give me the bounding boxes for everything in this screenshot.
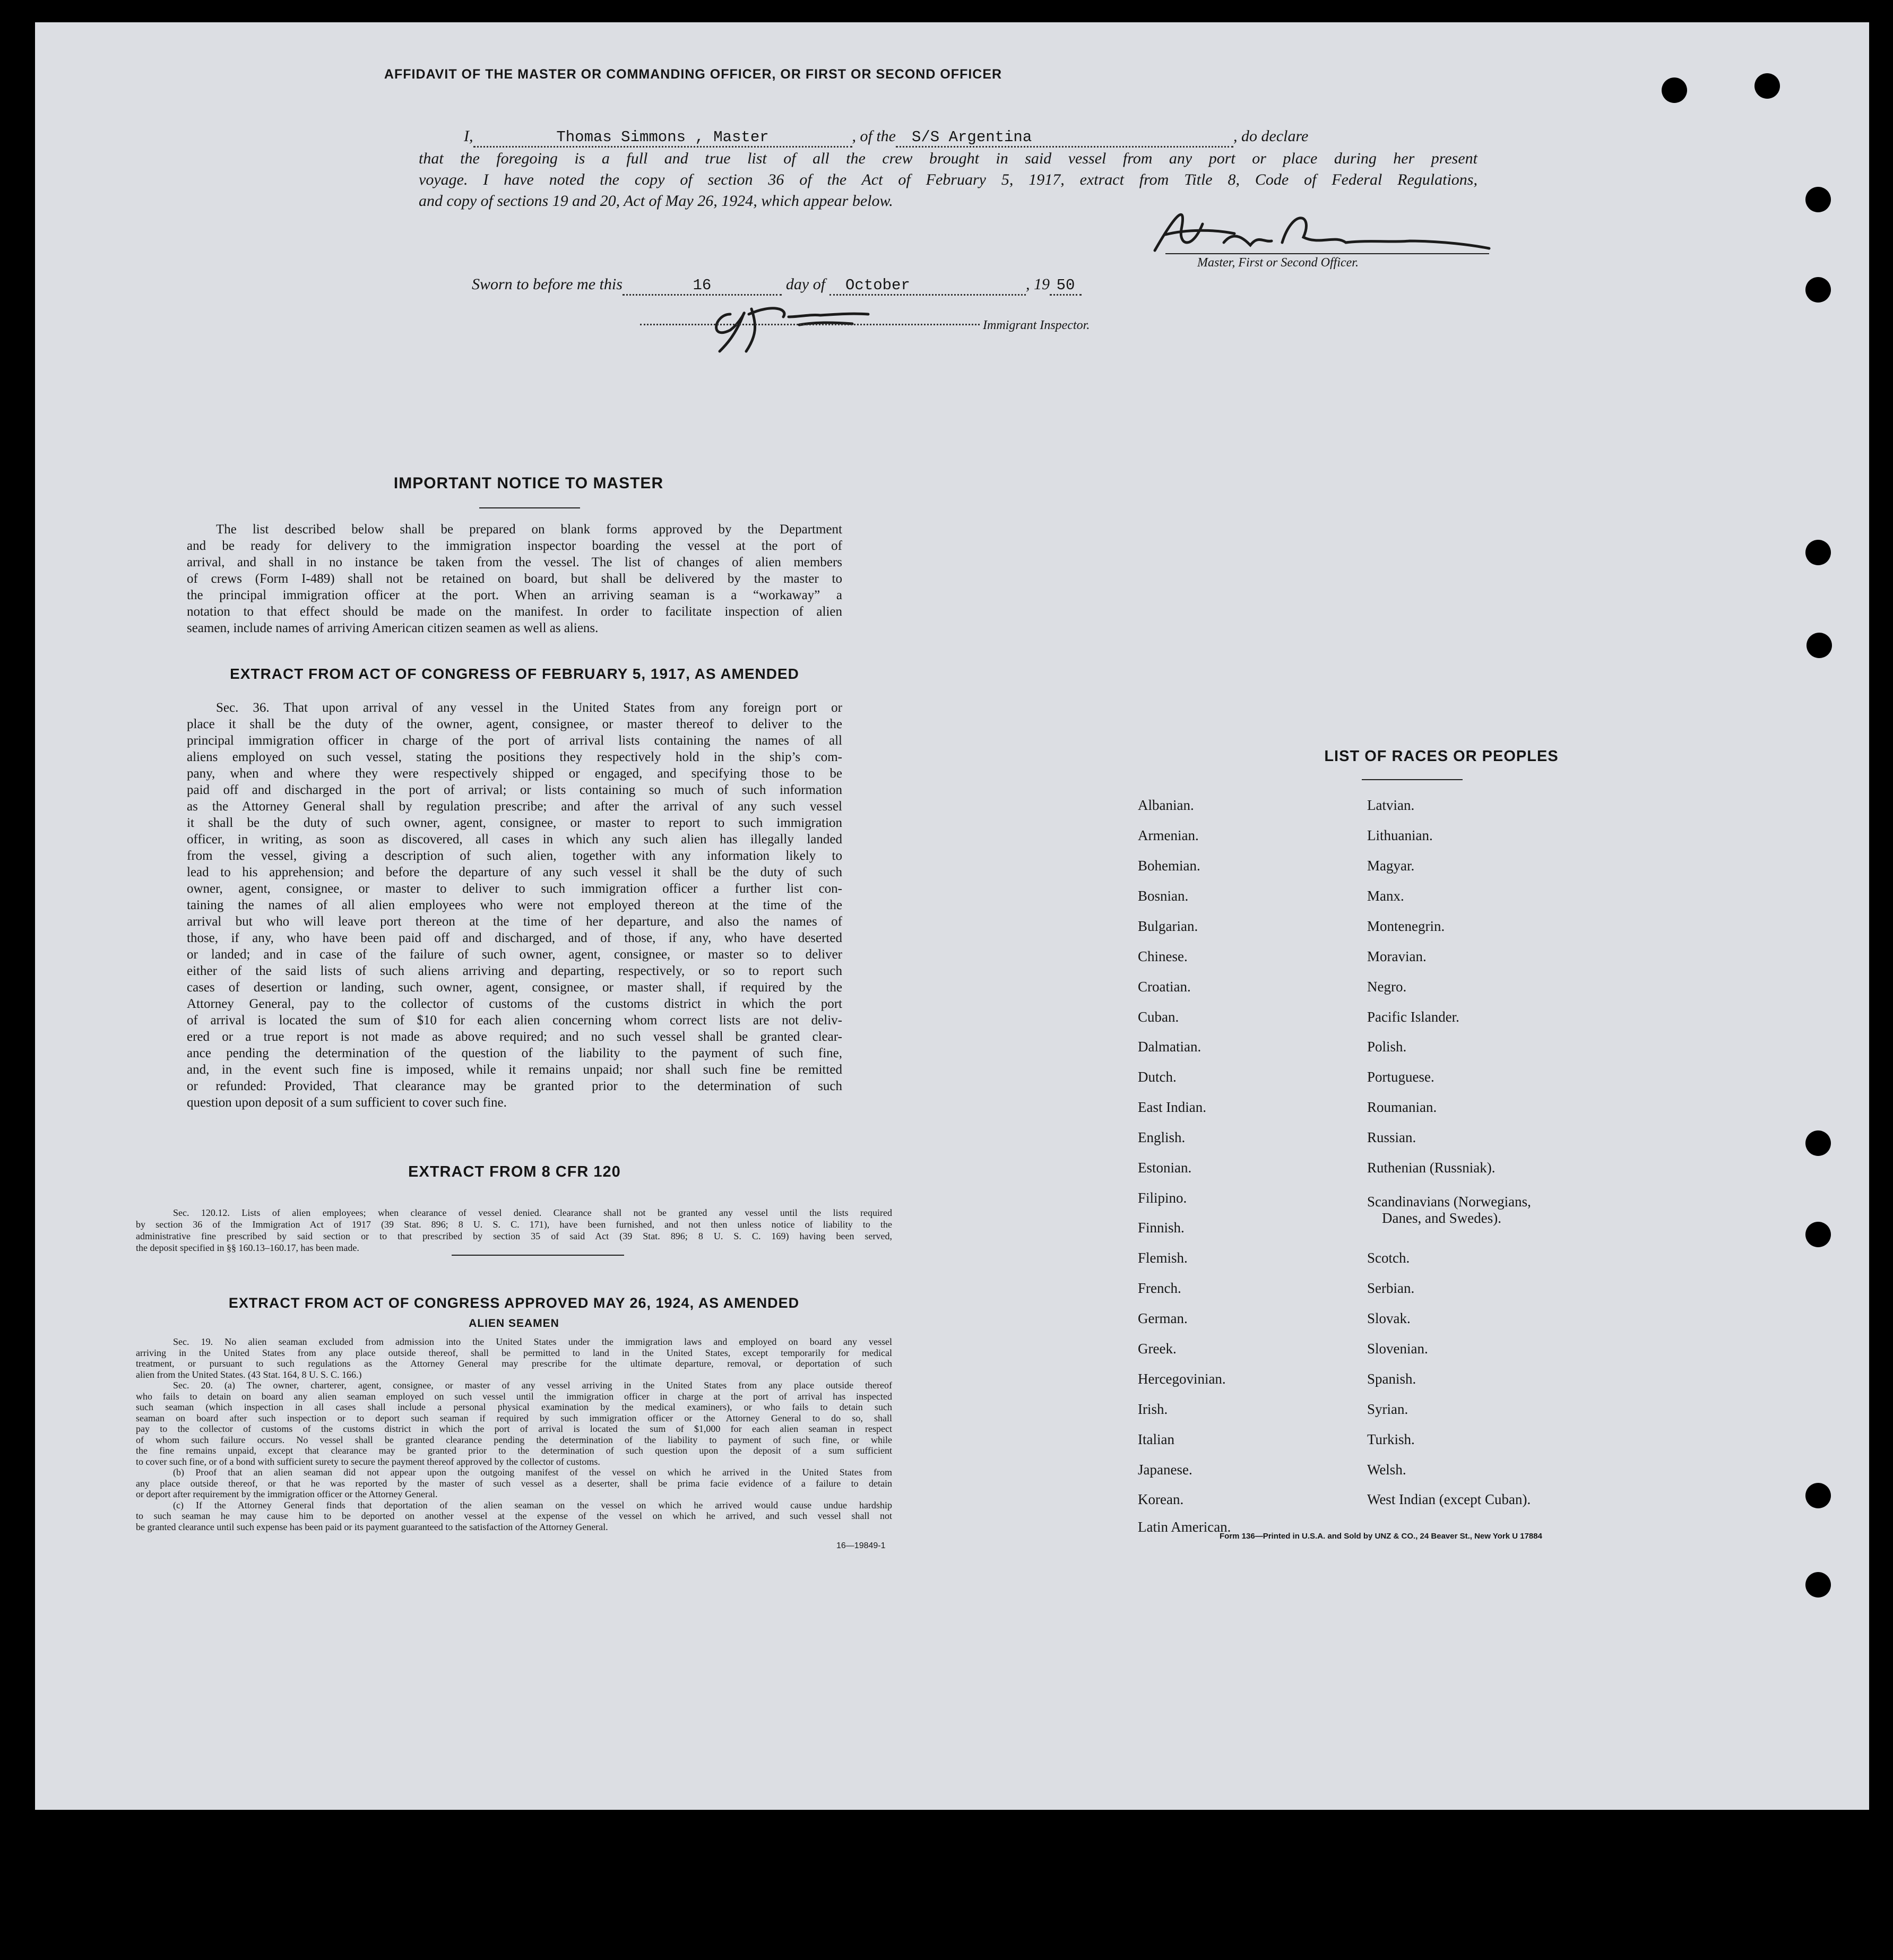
extract-1917-line: it shall be the duty of such owner, agent, consignee, or master to report to such immigration — [187, 816, 842, 830]
extract-1924-line: treatment, or pursuant to such regulations as the Attorney General may prescribe for the ultimate departure, removal, or deportation of such — [136, 1358, 892, 1369]
master-name: Thomas Simmons , Master — [556, 128, 769, 146]
cfr-title: EXTRACT FROM 8 CFR 120 — [408, 1163, 621, 1180]
sworn-day: 16 — [693, 277, 712, 294]
race-item: Dalmatian. — [1138, 1039, 1202, 1055]
punch-hole — [1805, 187, 1831, 212]
cfr-line: by section 36 of the Immigration Act of 1917 (39 Stat. 896; 8 U. S. C. 171), have been furnished, and not then unless notice of liability to the — [136, 1219, 892, 1230]
race-item: Serbian. — [1367, 1280, 1415, 1296]
extract-1924-line: (b) Proof that an alien seaman did not appear upon the outgoing manifest of the vessel on which he arrived in the United States from — [173, 1467, 892, 1478]
extract-1917-line: lead to his apprehension; and before the departure of any such vessel it shall be the duty of such — [187, 865, 842, 879]
sworn-month: October — [845, 277, 910, 294]
extract-1917-line: owner, agent, consignee, or master to deliver to such immigration officer a further list con- — [187, 882, 842, 896]
race-item: Dutch. — [1138, 1069, 1177, 1085]
punch-hole — [1754, 73, 1780, 99]
affidavit-line-3: voyage. I have noted the copy of section 36 of the Act of February 5, 1917, extract from Title 8, Code of Federal Regulations, — [419, 171, 1477, 188]
extract-1924-line: who fails to detain on board any alien seaman employed on such vessel until the immigration officer in charge at the port of arrival has inspected — [136, 1391, 892, 1402]
extract-1917-line: from the vessel, giving a description of such alien, together with any information likely to — [187, 849, 842, 863]
extract-1924-line: Sec. 19. No alien seaman excluded from admission into the United States under the immigration laws and employed on board any vessel — [173, 1336, 892, 1347]
punch-hole — [1805, 540, 1831, 565]
race-item: Cuban. — [1138, 1009, 1179, 1025]
punch-hole — [1662, 77, 1687, 103]
notice-line: notation to that effect should be made on the manifest. In order to facilitate inspection of alien — [187, 605, 842, 619]
race-item: Latin American. — [1138, 1519, 1231, 1535]
extract-1924-line: seaman on board after such inspection or to deport such seaman if required by such immigration officer or the Attorney General to do so, shall — [136, 1412, 892, 1423]
race-item: Lithuanian. — [1367, 827, 1433, 843]
sworn-year: 50 — [1056, 277, 1075, 294]
extract-1917-line: as the Attorney General shall by regulation prescribe; and after the arrival of any such vessel — [187, 799, 842, 814]
extract-1917-line: ance pending the determination of the question of the liability to the payment of such fine, — [187, 1046, 842, 1060]
master-caption: Master, First or Second Officer. — [1197, 256, 1359, 270]
race-item: Ruthenian (Russniak). — [1367, 1160, 1496, 1176]
extract-1924-line: to cover such fine, or of a bond with sufficient surety to secure the payment thereof approved by the collector of customs. — [136, 1456, 600, 1467]
race-item: Bulgarian. — [1138, 918, 1198, 934]
extract-1917-line: either of the said lists of such aliens arriving and departing, respectively, or so to report such — [187, 964, 842, 978]
cfr-body — [136, 1207, 892, 1254]
extract-1917-line: Sec. 36. That upon arrival of any vessel in the United States from any foreign port or — [216, 701, 842, 715]
master-name-field — [473, 128, 852, 148]
sworn-year-field — [1050, 277, 1082, 296]
race-item: Slovak. — [1367, 1310, 1411, 1326]
race-item: Hercegovinian. — [1138, 1371, 1226, 1387]
race-item: Flemish. — [1138, 1250, 1188, 1266]
extract-1924-line: arriving in the United States from any place outside thereof, shall be permitted to land in the United States, except temporarily for medical — [136, 1347, 892, 1358]
race-item: Spanish. — [1367, 1371, 1416, 1387]
punch-hole — [1805, 1572, 1831, 1598]
race-item: Bosnian. — [1138, 888, 1189, 904]
notice-line: seamen, include names of arriving American citizen seamen as well as aliens. — [187, 621, 599, 635]
race-item: Welsh. — [1367, 1462, 1406, 1478]
extract-1924-line: such seaman (which inspection in all cases shall include a personal physical examination by the medical examiners), or who fails to detain such — [136, 1402, 892, 1412]
race-item: German. — [1138, 1310, 1188, 1326]
race-item: Italian — [1138, 1431, 1174, 1447]
form-code: 16—19849-1 — [836, 1541, 886, 1550]
races-title: LIST OF RACES OR PEOPLES — [1324, 748, 1559, 765]
printer-imprint: Form 136—Printed in U.S.A. and Sold by UNZ & CO., 24 Beaver St., New York U 17884 — [1220, 1532, 1542, 1541]
race-item: Scandinavians (Norwegians, — [1367, 1194, 1531, 1210]
vessel-name-field — [896, 128, 1233, 148]
race-item: Danes, and Swedes). — [1382, 1210, 1501, 1226]
race-item: Armenian. — [1138, 827, 1199, 843]
race-item: East Indian. — [1138, 1099, 1206, 1115]
race-item: Albanian. — [1138, 797, 1194, 813]
punch-hole — [1806, 633, 1832, 658]
race-item: Polish. — [1367, 1039, 1407, 1055]
of-the-text: , of the — [852, 127, 896, 145]
cfr-line: Sec. 120.12. Lists of alien employees; when clearance of vessel denied. Clearance shall not be granted any vessel until the lists required — [173, 1207, 892, 1218]
inspector-signature-line — [640, 324, 980, 325]
race-item: Turkish. — [1367, 1431, 1415, 1447]
notice-title: IMPORTANT NOTICE TO MASTER — [393, 474, 664, 492]
notice-body — [187, 521, 842, 636]
race-item: Bohemian. — [1138, 858, 1200, 874]
sworn-text: Sworn to before me this — [472, 275, 623, 293]
extract-1917-line: arrival but who will leave port thereon at the time of her departure, and also the names of — [187, 914, 842, 929]
affidavit-line-2: that the foregoing is a full and true list of all the crew brought in said vessel from any port or place during her present — [419, 150, 1477, 167]
notice-rule — [479, 507, 580, 508]
extract-1924-line: alien from the United States. (43 Stat. 164, 8 U. S. C. 166.) — [136, 1369, 362, 1380]
race-item: Greek. — [1138, 1341, 1177, 1357]
extract-1917-line: or landed; and in case of the failure of such owner, agent, consignee, or master so to deliver — [187, 947, 842, 962]
extract-1917-line: principal immigration officer in charge of the port of arrival lists containing the names of all — [187, 733, 842, 748]
extract-1924-title: EXTRACT FROM ACT OF CONGRESS APPROVED MAY 26, 1924, AS AMENDED — [228, 1295, 800, 1311]
extract-1924-line: be granted clearance until such expense has been paid or its payment guaranteed to the satisfaction of the Attorney General. — [136, 1521, 608, 1532]
race-item: Slovenian. — [1367, 1341, 1428, 1357]
race-item: French. — [1138, 1280, 1181, 1296]
extract-1924-line: (c) If the Attorney General finds that deportation of the alien seaman on the vessel on which he arrived would cause undue hardship — [173, 1499, 892, 1510]
year-prefix: , 19 — [1026, 275, 1050, 293]
race-item: Roumanian. — [1367, 1099, 1437, 1115]
extract-1924-line: of whom such failure occurs. No vessel shall be granted clearance pending the determination of the liability to payment of such fine, or while — [136, 1434, 892, 1445]
race-item: Finnish. — [1138, 1220, 1185, 1236]
race-item: Korean. — [1138, 1491, 1184, 1507]
extract-1917-line: officer, in writing, as soon as discovered, all cases in which any such alien has illegally landed — [187, 832, 842, 847]
races-rule — [1362, 779, 1463, 780]
affidavit-title: AFFIDAVIT OF THE MASTER OR COMMANDING OFFICER, OR FIRST OR SECOND OFFICER — [384, 67, 1002, 82]
punch-hole — [1805, 1130, 1831, 1156]
extract-1917-line: and, in the event such fine is imposed, while it remains unpaid; nor shall such fine be remitted — [187, 1063, 842, 1077]
notice-line: and be ready for delivery to the immigration inspector boarding the vessel at the port of — [187, 539, 842, 553]
race-item: English. — [1138, 1129, 1186, 1145]
punch-hole — [1805, 1483, 1831, 1508]
extract-1917-line: Attorney General, pay to the collector of customs of the customs district in which the port — [187, 997, 842, 1011]
race-item: Latvian. — [1367, 797, 1415, 813]
race-item: Filipino. — [1138, 1190, 1187, 1206]
extract-1917-line: place it shall be the duty of the owner, agent, consignee, or master thereof to deliver to the — [187, 717, 842, 731]
punch-hole — [1805, 1222, 1831, 1247]
extract-1917-line: pany, when and where they were respectively shipped or engaged, and specifying those to be — [187, 766, 842, 781]
extract-1924-line: the fine remains unpaid, except that clearance may be granted prior to the determination of such question upon the deposit of a sum sufficient — [136, 1445, 892, 1456]
extract-1917-title: EXTRACT FROM ACT OF CONGRESS OF FEBRUARY 5, 1917, AS AMENDED — [230, 666, 799, 682]
affidavit-line-1 — [464, 127, 1477, 148]
section-divider — [452, 1255, 624, 1256]
race-item: Pacific Islander. — [1367, 1009, 1459, 1025]
notice-line: The list described below shall be prepared on blank forms approved by the Department — [216, 522, 842, 537]
race-item: Syrian. — [1367, 1401, 1408, 1417]
race-item: Russian. — [1367, 1129, 1416, 1145]
race-item: Estonian. — [1138, 1160, 1192, 1176]
extract-1917-line: paid off and discharged in the port of arrival; or lists containing so much of such information — [187, 783, 842, 797]
cfr-line: administrative fine prescribed by said section or to that prescribed by section 35 of said Act (39 Stat. 896; 8 U. S. C. 169) having been served, — [136, 1231, 892, 1241]
race-item: Scotch. — [1367, 1250, 1410, 1266]
race-item: Magyar. — [1367, 858, 1415, 874]
extract-1924-line: Sec. 20. (a) The owner, charterer, agent, consignee, or master of any vessel arriving in the United States from any place outside thereof — [173, 1380, 892, 1391]
extract-1924-line: or deport after requirement by the immigration officer or the Attorney General. — [136, 1489, 438, 1499]
extract-1924-line: to such seaman he may cause him to be deported on another vessel at the expense of the vessel on which he arrived, and such vessel shall not — [136, 1510, 892, 1521]
affidavit-i: I, — [464, 127, 473, 145]
extract-1917-line: taining the names of all alien employees who were not employed thereon at the time of the — [187, 898, 842, 912]
extract-1917-line: aliens employed on such vessel, stating the positions they respectively hold in the ship’s com- — [187, 750, 842, 764]
extract-1917-line: cases of desertion or landing, such owner, agent, consignee, or master shall, if required by the — [187, 980, 842, 995]
affidavit-line-4: and copy of sections 19 and 20, Act of May 26, 1924, which appear below. — [419, 192, 893, 210]
inspector-caption: Immigrant Inspector. — [983, 318, 1090, 332]
race-item: West Indian (except Cuban). — [1367, 1491, 1531, 1507]
race-item: Portuguese. — [1367, 1069, 1434, 1085]
race-item: Manx. — [1367, 888, 1404, 904]
document-page — [35, 22, 1869, 1810]
race-item: Montenegrin. — [1367, 918, 1445, 934]
notice-line: of crews (Form I-489) shall not be retained on board, but shall be delivered by the master to — [187, 572, 842, 586]
do-declare-text: , do declare — [1233, 127, 1309, 145]
extract-1924-subtitle: ALIEN SEAMEN — [469, 1317, 559, 1329]
extract-1917-line: or refunded: Provided, That clearance may be granted prior to the determination of such — [187, 1079, 842, 1093]
extract-1917-line: those, if any, who have been paid off and discharged, and of those, if any, who have deserted — [187, 931, 842, 945]
race-item: Negro. — [1367, 979, 1407, 995]
notice-line: arrival, and shall in no instance be taken from the vessel. The list of changes of alien members — [187, 555, 842, 569]
race-item: Chinese. — [1138, 948, 1188, 964]
master-signature-line — [1165, 253, 1489, 254]
extract-1917-line: question upon deposit of a sum sufficient to cover such fine. — [187, 1095, 507, 1110]
extract-1924-line: any place outside thereof, or that he was reported by the master of such vessel as a deserter, shall be prima facie evidence of a failure to detain — [136, 1478, 892, 1489]
master-signature — [1144, 192, 1494, 266]
race-item: Japanese. — [1138, 1462, 1192, 1478]
race-item: Croatian. — [1138, 979, 1191, 995]
extract-1924-body — [136, 1336, 892, 1532]
vessel-name: S/S Argentina — [912, 128, 1032, 146]
punch-hole — [1805, 277, 1831, 303]
cfr-line: the deposit specified in §§ 160.13–160.17, has been made. — [136, 1242, 359, 1253]
day-of-text: day of — [785, 275, 826, 293]
extract-1917-line: ered or a true report is not made as above required; and no such vessel shall be granted clear- — [187, 1030, 842, 1044]
extract-1917-body — [187, 700, 842, 1111]
notice-line: the principal immigration officer at the port. When an arriving seaman is a “workaway” a — [187, 588, 842, 602]
race-item: Moravian. — [1367, 948, 1427, 964]
extract-1917-line: of arrival is located the sum of $10 for each alien concerning whom correct lists are not deliv- — [187, 1013, 842, 1028]
race-item: Irish. — [1138, 1401, 1168, 1417]
extract-1924-line: pay to the collector of customs of the customs district in which the port of arrival is located the sum of $1,000 for each alien seaman in respect — [136, 1423, 892, 1434]
